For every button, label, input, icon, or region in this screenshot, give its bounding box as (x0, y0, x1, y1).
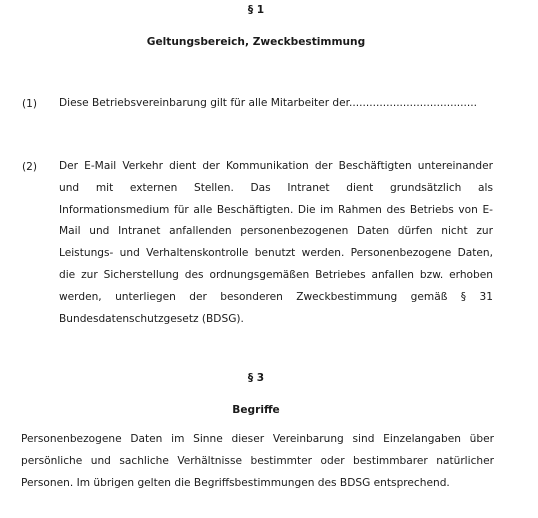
section-3-symbol: § 3 (247, 372, 265, 384)
paragraph-1-number: (1) (22, 98, 38, 110)
section-3-title: Begriffe (232, 404, 280, 416)
paragraph-1-text: Diese Betriebsvereinbarung gilt für alle Mitarbeiter der...................................... (59, 97, 478, 109)
paragraph-2-text: Der E-Mail Verkehr dient der Kommunikation der Beschäftigten untereinander und mit externen Stellen. Das Intranet dient grundsätzlich als Informationsmedium für alle Beschäftigten. Die im Rahmen des Betriebs von E-Mail und Intranet anfallenden personenbezogenen Daten dürfen nicht zur Leistungs- und Verhaltenskontrolle benutzt werden. Personenbezogene Daten, die zur Sicherstellung des ordnungsgemäßen Betriebes anfallen bzw. erhoben werden, unterliegen der besonderen Zweckbestimmung gemäß § 31 Bundesdatenschutzgesetz (BDSG). (59, 160, 493, 325)
section-1-title: Geltungsbereich, Zweckbestimmung (146, 36, 366, 48)
section-1-symbol: § 1 (247, 4, 265, 16)
paragraph-2-number: (2) (22, 161, 38, 173)
section-3-text: Personenbezogene Daten im Sinne dieser Vereinbarung sind Einzelangaben über persönliche und sachliche Verhältnisse bestimmter oder bestimmbarer natürlicher Personen. Im übrigen gelten die Begriffsbestimmungen des BDSG entsprechend. (21, 433, 494, 489)
